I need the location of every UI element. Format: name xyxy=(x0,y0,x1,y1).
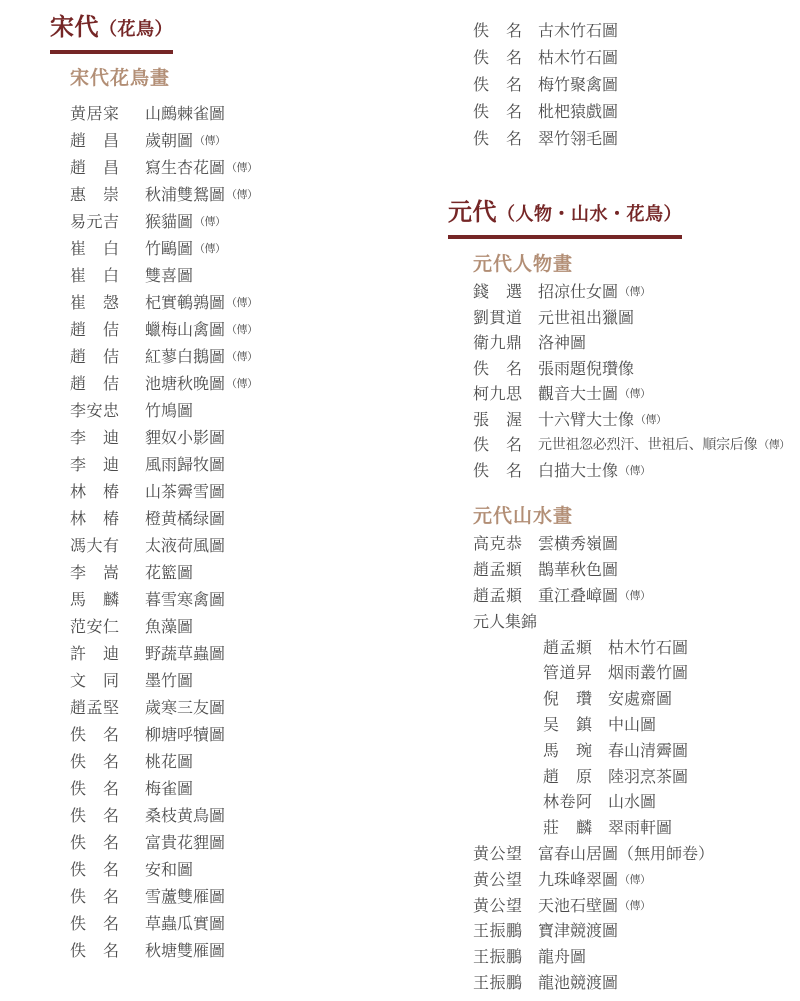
catalog-row xyxy=(473,711,800,737)
attribution-mark: （傳） xyxy=(194,135,226,147)
painting-title xyxy=(538,867,651,890)
painting-title xyxy=(538,72,618,95)
painting-title-text: 枯木竹石圖 xyxy=(608,639,689,657)
catalog-row xyxy=(70,828,430,855)
artist-name: 黄公望 xyxy=(473,871,522,889)
artist-name: 許迪 xyxy=(70,646,119,663)
catalog-row xyxy=(473,917,800,943)
painting-title xyxy=(145,884,225,907)
catalog-row xyxy=(473,814,800,840)
painting-title-text: 天池石壁圖 xyxy=(538,897,619,915)
attribution-mark: （傳） xyxy=(226,378,258,390)
painting-title-text: 竹鳩圖 xyxy=(145,403,194,420)
catalog-row xyxy=(473,97,800,124)
catalog-row xyxy=(473,530,800,556)
catalog-row xyxy=(70,153,430,180)
section-title-paren: （花鳥） xyxy=(99,19,173,39)
catalog-row xyxy=(70,234,430,261)
painting-title xyxy=(145,749,193,772)
catalog-row xyxy=(473,380,800,406)
painting-title-text: 草蟲瓜實圖 xyxy=(145,916,226,933)
painting-title xyxy=(608,815,672,838)
painting-list-song xyxy=(70,99,430,963)
painting-title xyxy=(145,587,225,610)
artist-name: 文同 xyxy=(70,673,119,690)
painting-title xyxy=(538,99,618,122)
painting-title-text: 蠟梅山禽圖 xyxy=(145,322,226,339)
painting-title xyxy=(145,830,225,853)
painting-title xyxy=(538,893,651,916)
painting-title-text: 竹鷗圖 xyxy=(145,241,194,258)
painting-title-text: 觀音大士圖 xyxy=(538,386,619,404)
artist-name: 李迪 xyxy=(70,457,119,474)
painting-title-text: 桑枝黄鳥圖 xyxy=(145,808,226,825)
painting-title-text: 猴貓圖 xyxy=(145,214,194,231)
artist-name: 林椿 xyxy=(70,511,119,528)
painting-title xyxy=(608,635,688,658)
artist-name: 崔愨 xyxy=(70,295,119,312)
artist-name: 佚名 xyxy=(70,781,119,798)
artist-name: 佚名 xyxy=(70,889,119,906)
artist-name: 佚名 xyxy=(70,943,119,960)
painting-title xyxy=(145,560,193,583)
artist-name: 趙孟頫 xyxy=(473,562,522,580)
artist-name: 佚名 xyxy=(70,835,119,852)
painting-title-text: 山水圖 xyxy=(608,794,657,812)
painting-title xyxy=(538,970,618,993)
yuan-heading-wrap xyxy=(448,199,800,239)
painting-title-text: 古木竹石圖 xyxy=(538,23,619,40)
painting-title xyxy=(145,101,225,124)
painting-title-text: 龍池競渡圖 xyxy=(538,974,619,992)
painting-title xyxy=(145,425,225,448)
painting-title-text: 招凉仕女圖 xyxy=(538,284,619,302)
painting-title xyxy=(608,789,656,812)
catalog-row xyxy=(70,747,430,774)
painting-title xyxy=(538,305,634,328)
painting-title xyxy=(145,911,225,934)
attribution-mark: （傳） xyxy=(226,351,258,363)
painting-title xyxy=(608,712,656,735)
section-title-main: 元代 xyxy=(448,200,497,226)
catalog-row xyxy=(473,16,800,43)
painting-title xyxy=(145,803,225,826)
painting-title xyxy=(145,317,258,340)
painting-title-text: 秋浦雙鴛圖 xyxy=(145,187,226,204)
catalog-row xyxy=(70,315,430,342)
artist-name: 吴鎮 xyxy=(543,716,592,734)
artist-name: 趙孟頫 xyxy=(543,639,592,657)
painting-title-text: 紅蓼白鵝圖 xyxy=(145,349,226,366)
painting-title xyxy=(538,944,586,967)
painting-title-text: 張雨題倪瓚像 xyxy=(538,360,635,378)
painting-title-text: 雙喜圖 xyxy=(145,268,194,285)
catalog-row xyxy=(70,639,430,666)
subsection-title-yuan-figure: 元代人物畫 xyxy=(473,254,574,275)
artist-name: 易元吉 xyxy=(70,214,119,231)
painting-title xyxy=(538,458,651,481)
artist-name: 莊麟 xyxy=(543,820,592,838)
artist-name: 惠崇 xyxy=(70,187,119,204)
artist-name: 王振鵬 xyxy=(473,923,522,941)
catalog-row xyxy=(70,720,430,747)
artist-name: 倪瓚 xyxy=(543,691,592,709)
artist-name: 佚名 xyxy=(70,862,119,879)
painting-title-text: 翠雨軒圖 xyxy=(608,820,673,838)
left-column xyxy=(50,14,430,963)
artist-name: 趙昌 xyxy=(70,160,119,177)
attribution-mark: （傳） xyxy=(619,589,651,602)
section-title-paren: （人物・山水・花鳥） xyxy=(497,204,682,224)
attribution-mark: （傳） xyxy=(226,189,258,201)
painting-title-text: 鵲華秋色圖 xyxy=(538,562,619,580)
catalog-row xyxy=(70,207,430,234)
artist-name: 高克恭 xyxy=(473,536,522,554)
artist-name: 衛九鼎 xyxy=(473,335,522,353)
catalog-row xyxy=(473,304,800,330)
painting-list-yuan-figure xyxy=(473,278,800,482)
catalog-row xyxy=(70,801,430,828)
catalog-row xyxy=(70,909,430,936)
painting-title-text: 暮雪寒禽圖 xyxy=(145,592,226,609)
painting-title xyxy=(608,686,672,709)
artist-name: 黄居寀 xyxy=(70,106,119,123)
artist-name: 趙佶 xyxy=(70,376,119,393)
painting-title-text: 墨竹圖 xyxy=(145,673,194,690)
painting-title xyxy=(538,18,618,41)
painting-title-text: 風雨歸牧圖 xyxy=(145,457,226,474)
painting-title xyxy=(145,533,225,556)
catalog-row xyxy=(473,278,800,304)
painting-title-text: 重江叠嶂圖 xyxy=(538,587,619,605)
attribution-mark: （傳） xyxy=(619,873,651,886)
painting-title-text: 白描大士像 xyxy=(538,462,619,480)
painting-title xyxy=(145,344,258,367)
catalog-row xyxy=(473,457,800,483)
artist-name: 馮大有 xyxy=(70,538,119,555)
artist-name: 柯九思 xyxy=(473,386,522,404)
catalog-row xyxy=(473,659,800,685)
catalog-row xyxy=(70,450,430,477)
catalog-row xyxy=(473,840,800,866)
painting-title xyxy=(538,356,634,379)
catalog-row xyxy=(473,556,800,582)
attribution-mark: （傳） xyxy=(619,286,651,299)
painting-title-text: 枇杷猿戲圖 xyxy=(538,104,619,121)
painting-title-text: 十六臂大士像 xyxy=(538,411,635,429)
subsection-title-yuan-landscape: 元代山水畫 xyxy=(473,506,574,527)
artist-name: 馬琬 xyxy=(543,742,592,760)
painting-title-text: 桃花圖 xyxy=(145,754,194,771)
painting-title xyxy=(538,407,667,430)
attribution-mark: （傳） xyxy=(619,899,651,912)
artist-name: 佚名 xyxy=(473,360,522,378)
painting-title xyxy=(145,452,225,475)
artist-name: 林卷阿 xyxy=(543,794,592,812)
painting-title xyxy=(145,641,225,664)
painting-title-text: 杞實鵪鶉圖 xyxy=(145,295,226,312)
artist-name: 張渥 xyxy=(473,411,522,429)
catalog-row xyxy=(473,633,800,659)
catalog-row xyxy=(70,288,430,315)
artist-name: 佚名 xyxy=(473,437,522,455)
painting-title-text: 元世祖出獵圖 xyxy=(538,309,635,327)
painting-title-text: 野蔬草蟲圖 xyxy=(145,646,226,663)
artist-name: 黄公望 xyxy=(473,897,522,915)
painting-title xyxy=(538,531,618,554)
painting-title-text: 山鷓棘雀圖 xyxy=(145,106,226,123)
painting-list-yuan-landscape xyxy=(473,530,800,994)
section-title-song xyxy=(50,14,173,54)
painting-title xyxy=(608,738,688,761)
artist-name: 劉貫道 xyxy=(473,309,522,327)
painting-title xyxy=(145,155,258,178)
painting-title-text: 池塘秋晚圖 xyxy=(145,376,226,393)
catalog-row xyxy=(473,969,800,995)
song-section-content xyxy=(70,68,430,963)
catalog-row xyxy=(70,531,430,558)
catalog-row xyxy=(473,685,800,711)
catalog-row xyxy=(70,693,430,720)
catalog-row xyxy=(70,99,430,126)
painting-title xyxy=(145,938,225,961)
painting-title-text: 富貴花貍圖 xyxy=(145,835,226,852)
painting-title xyxy=(145,479,225,502)
attribution-mark: （傳） xyxy=(194,243,226,255)
painting-title-text: 歲寒三友圖 xyxy=(145,700,226,717)
catalog-row xyxy=(473,865,800,891)
catalog-row xyxy=(473,70,800,97)
artist-name: 崔白 xyxy=(70,241,119,258)
artist-name: 馬麟 xyxy=(70,592,119,609)
artist-name: 趙昌 xyxy=(70,133,119,150)
painting-title xyxy=(538,45,618,68)
artist-name: 佚名 xyxy=(70,916,119,933)
section-title-yuan xyxy=(448,199,682,239)
artist-name: 趙佶 xyxy=(70,322,119,339)
painting-title xyxy=(145,398,193,421)
painting-title xyxy=(538,330,586,353)
painting-title-text: 梅竹聚禽圖 xyxy=(538,77,619,94)
painting-title xyxy=(145,614,193,637)
attribution-mark: （傳） xyxy=(194,216,226,228)
painting-title xyxy=(145,776,193,799)
attribution-mark: （傳） xyxy=(619,388,651,401)
painting-title-text: 太液荷風圖 xyxy=(145,538,226,555)
catalog-row xyxy=(473,762,800,788)
painting-title-text: 梅雀圖 xyxy=(145,781,194,798)
artist-name: 李安忠 xyxy=(70,403,119,420)
artist-name: 李迪 xyxy=(70,430,119,447)
painting-title-text: 橙黄橘绿圖 xyxy=(145,511,226,528)
artist-name: 佚名 xyxy=(473,462,522,480)
catalog-row xyxy=(70,504,430,531)
artist-name: 崔白 xyxy=(70,268,119,285)
attribution-mark: （傳） xyxy=(226,162,258,174)
painting-title-text: 雲横秀嶺圖 xyxy=(538,536,619,554)
artist-name: 佚名 xyxy=(473,77,522,94)
catalog-row xyxy=(473,406,800,432)
painting-title xyxy=(608,764,688,787)
painting-title-text: 春山清霽圖 xyxy=(608,742,689,760)
painting-title xyxy=(538,841,714,864)
painting-title xyxy=(145,128,226,151)
catalog-row xyxy=(473,431,800,457)
catalog-row xyxy=(70,585,430,612)
artist-name: 佚名 xyxy=(473,104,522,121)
catalog-row xyxy=(70,612,430,639)
painting-title-text: 魚藻圖 xyxy=(145,619,194,636)
section-title-main: 宋代 xyxy=(50,15,99,41)
catalog-row xyxy=(70,936,430,963)
painting-title-text: 富春山居圖（無用師卷） xyxy=(538,845,715,863)
painting-title-text: 元世祖忽必烈汗、世祖后、順宗后像 xyxy=(538,437,758,453)
catalog-row xyxy=(70,261,430,288)
subsection-title-song-birdflower: 宋代花鳥畫 xyxy=(70,68,171,89)
catalog-row xyxy=(70,126,430,153)
painting-title-text: 柳塘呼犢圖 xyxy=(145,727,226,744)
catalog-row xyxy=(473,124,800,151)
painting-title xyxy=(145,371,258,394)
catalog-row xyxy=(70,558,430,585)
artist-name: 王振鵬 xyxy=(473,949,522,967)
artist-name: 趙原 xyxy=(543,768,592,786)
attribution-mark: （傳） xyxy=(226,324,258,336)
painting-title-text: 寫生杏花圖 xyxy=(145,160,226,177)
catalog-row xyxy=(70,774,430,801)
painting-title xyxy=(145,209,226,232)
album-label: 元人集錦 xyxy=(473,613,538,631)
painting-title-text: 翠竹翎毛圖 xyxy=(538,131,619,148)
painting-title xyxy=(538,434,790,454)
catalog-row xyxy=(473,736,800,762)
painting-title-text: 烟雨叢竹圖 xyxy=(608,665,689,683)
song-list-overflow xyxy=(473,16,800,151)
painting-list-song-overflow xyxy=(473,16,800,151)
painting-title-text: 中山圖 xyxy=(608,716,657,734)
painting-title-text: 秋塘雙雁圖 xyxy=(145,943,226,960)
painting-title xyxy=(145,182,258,205)
painting-title-text: 陸羽烹茶圖 xyxy=(608,768,689,786)
painting-title xyxy=(145,722,225,745)
artist-name: 佚名 xyxy=(70,754,119,771)
catalog-row xyxy=(473,329,800,355)
painting-title xyxy=(145,290,258,313)
artist-name: 管道昇 xyxy=(543,665,592,683)
painting-title xyxy=(145,263,193,286)
painting-title-text: 寶津競渡圖 xyxy=(538,923,619,941)
artist-name: 趙佶 xyxy=(70,349,119,366)
painting-title-text: 山茶霽雪圖 xyxy=(145,484,226,501)
artist-name: 趙孟堅 xyxy=(70,700,119,717)
catalog-row xyxy=(70,342,430,369)
painting-title xyxy=(145,695,225,718)
painting-title xyxy=(538,126,618,149)
painting-title xyxy=(145,236,226,259)
painting-title xyxy=(145,668,193,691)
right-column xyxy=(448,16,800,994)
catalog-row xyxy=(473,788,800,814)
yuan-section-content xyxy=(473,254,800,994)
painting-title-text: 花籃圖 xyxy=(145,565,194,582)
painting-title xyxy=(145,506,225,529)
artist-name: 趙孟頫 xyxy=(473,587,522,605)
attribution-mark: （傳） xyxy=(226,297,258,309)
artist-name: 佚名 xyxy=(70,727,119,744)
catalog-row xyxy=(70,396,430,423)
attribution-mark: （傳） xyxy=(635,413,667,426)
catalog-row xyxy=(70,369,430,396)
attribution-mark: （傳） xyxy=(619,464,651,477)
catalog-row xyxy=(473,43,800,70)
catalog-row xyxy=(473,582,800,608)
painting-title-text: 貍奴小影圖 xyxy=(145,430,226,447)
catalog-row xyxy=(70,423,430,450)
painting-title xyxy=(145,857,193,880)
artist-name: 范安仁 xyxy=(70,619,119,636)
catalog-row xyxy=(473,355,800,381)
artist-name: 佚名 xyxy=(473,23,522,40)
artist-name: 王振鵬 xyxy=(473,974,522,992)
artist-name: 李嵩 xyxy=(70,565,119,582)
attribution-mark: （傳） xyxy=(758,439,790,452)
catalog-row xyxy=(70,855,430,882)
catalog-row xyxy=(473,943,800,969)
artist-name: 錢選 xyxy=(473,284,522,302)
artist-name: 林椿 xyxy=(70,484,119,501)
painting-title-text: 龍舟圖 xyxy=(538,949,587,967)
painting-title xyxy=(538,557,618,580)
album-label-row xyxy=(473,607,800,633)
artist-name: 佚名 xyxy=(70,808,119,825)
artist-name: 黄公望 xyxy=(473,845,522,863)
artist-name: 佚名 xyxy=(473,131,522,148)
catalog-row xyxy=(70,477,430,504)
painting-title-text: 安和圖 xyxy=(145,862,194,879)
painting-title-text: 歲朝圖 xyxy=(145,133,194,150)
painting-title xyxy=(538,381,651,404)
painting-title-text: 安處齋圖 xyxy=(608,691,673,709)
painting-title xyxy=(538,918,618,941)
painting-title-text: 九珠峰翠圖 xyxy=(538,871,619,889)
painting-title-text: 枯木竹石圖 xyxy=(538,50,619,67)
painting-title-text: 洛神圖 xyxy=(538,335,587,353)
painting-title xyxy=(538,583,651,606)
painting-title-text: 雪蘆雙雁圖 xyxy=(145,889,226,906)
painting-title xyxy=(538,279,651,302)
catalog-row xyxy=(70,882,430,909)
painting-title xyxy=(608,660,688,683)
catalog-row xyxy=(70,666,430,693)
catalog-row xyxy=(70,180,430,207)
artist-name: 佚名 xyxy=(473,50,522,67)
catalog-row xyxy=(473,891,800,917)
